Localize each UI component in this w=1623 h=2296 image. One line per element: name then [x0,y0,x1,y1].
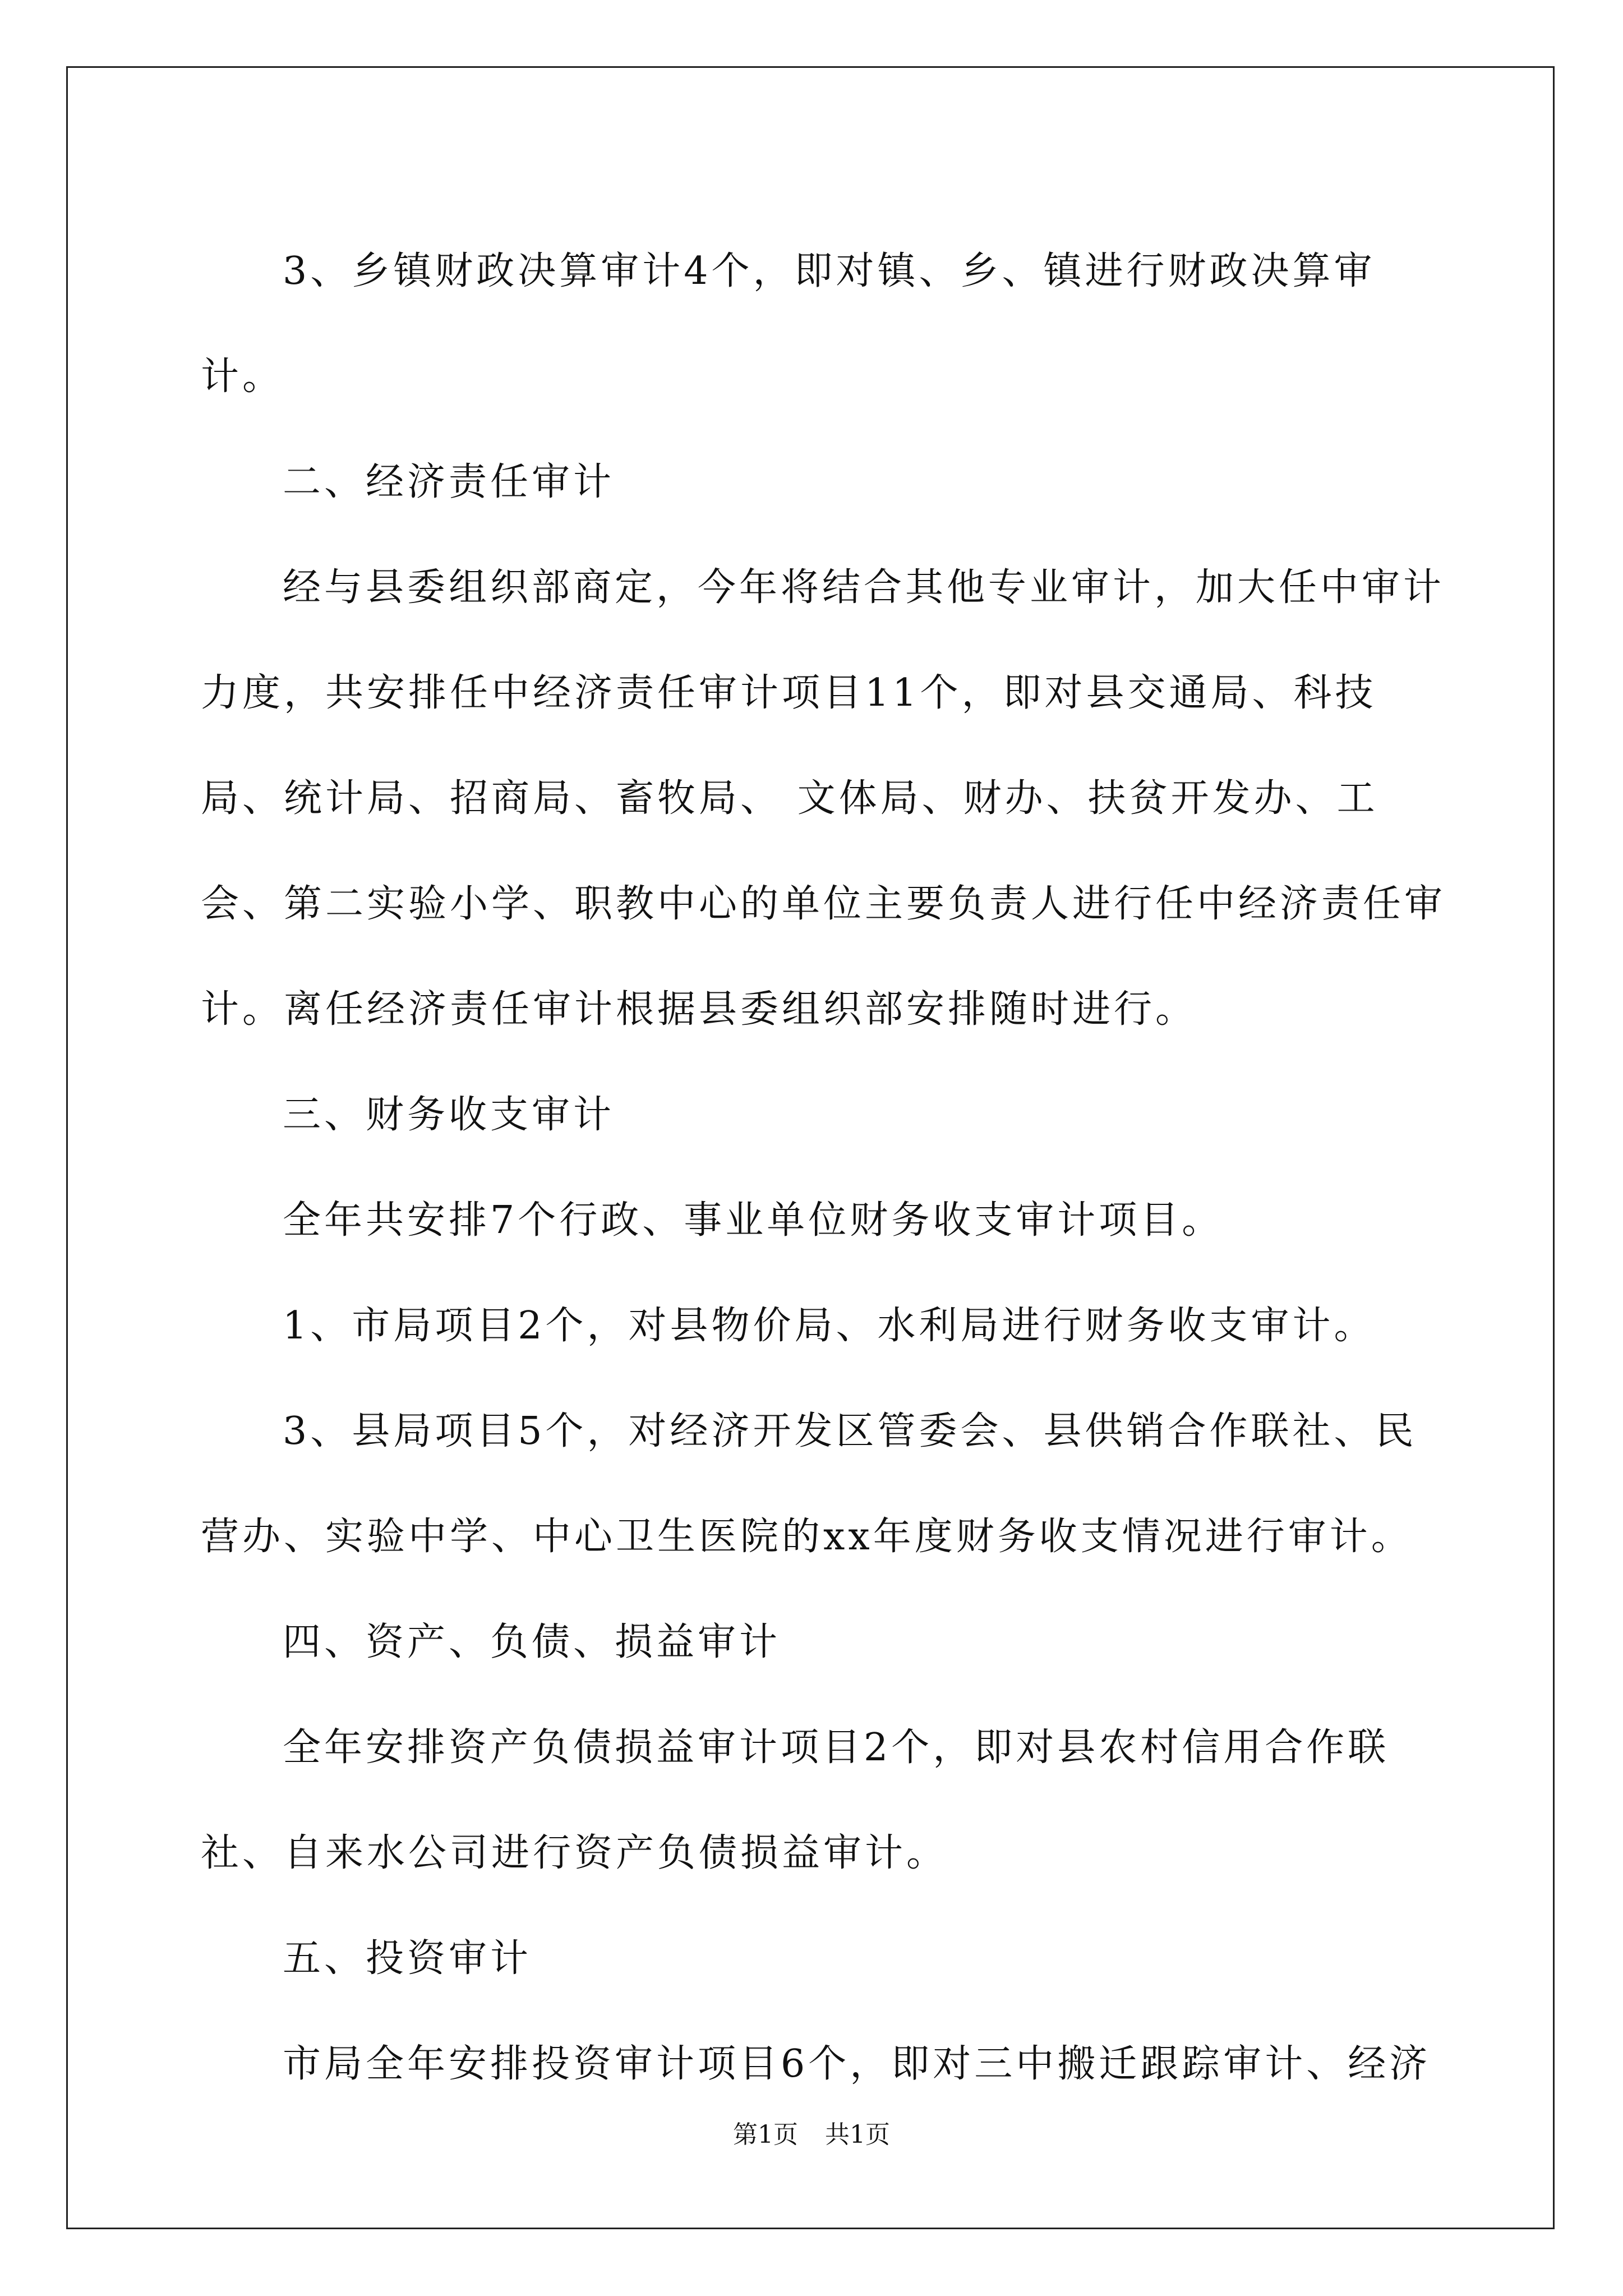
paragraph: 1、市局项目2个，对县物价局、水利局进行财务收支审计。 [283,1304,1376,1348]
paragraph: 3、县局项目5个，对经济开发区管委会、县供销合作联社、民营办、实验中学、中心卫生医院的xx年度财务收支情况进行审计。 [201,1409,1417,1559]
paragraph: 市局全年安排投资审计项目6个，即对三中搬迁跟踪审计、经济 [283,2042,1431,2086]
page-total: 共1页 [825,2120,890,2149]
section-heading: 三、财务收支审计 [283,1093,615,1137]
paragraph: 3、乡镇财政决算审计4个，即对镇、乡、镇进行财政决算审计。 [201,249,1376,399]
section-heading: 五、投资审计 [283,1936,532,1981]
section-heading: 二、经济责任审计 [283,460,615,504]
section-heading: 四、资产、负债、损益审计 [283,1620,781,1664]
page-number: 第1页 [733,2120,798,2149]
paragraph: 全年共安排7个行政、事业单位财务收支审计项目。 [283,1198,1224,1243]
paragraph: 全年安排资产负债损益审计项目2个，即对县农村信用合作联社、自来水公司进行资产负债损益审计。 [201,1726,1390,1875]
paragraph: 经与县委组织部商定，今年将结合其他专业审计，加大任中审计力度，共安排任中经济责任审计项目11个，即对县交通局、科技局、统计局、招商局、畜牧局、 文体局、财办、扶贫开发办、工会、第二实验小学、职教中心的单位主要负责人进行任中经济责任审计。离任经济责任审计根据县委组织部安排随时进行。 [201,565,1446,1032]
document-body [201,219,1457,2117]
page-footer [0,2118,1623,2152]
